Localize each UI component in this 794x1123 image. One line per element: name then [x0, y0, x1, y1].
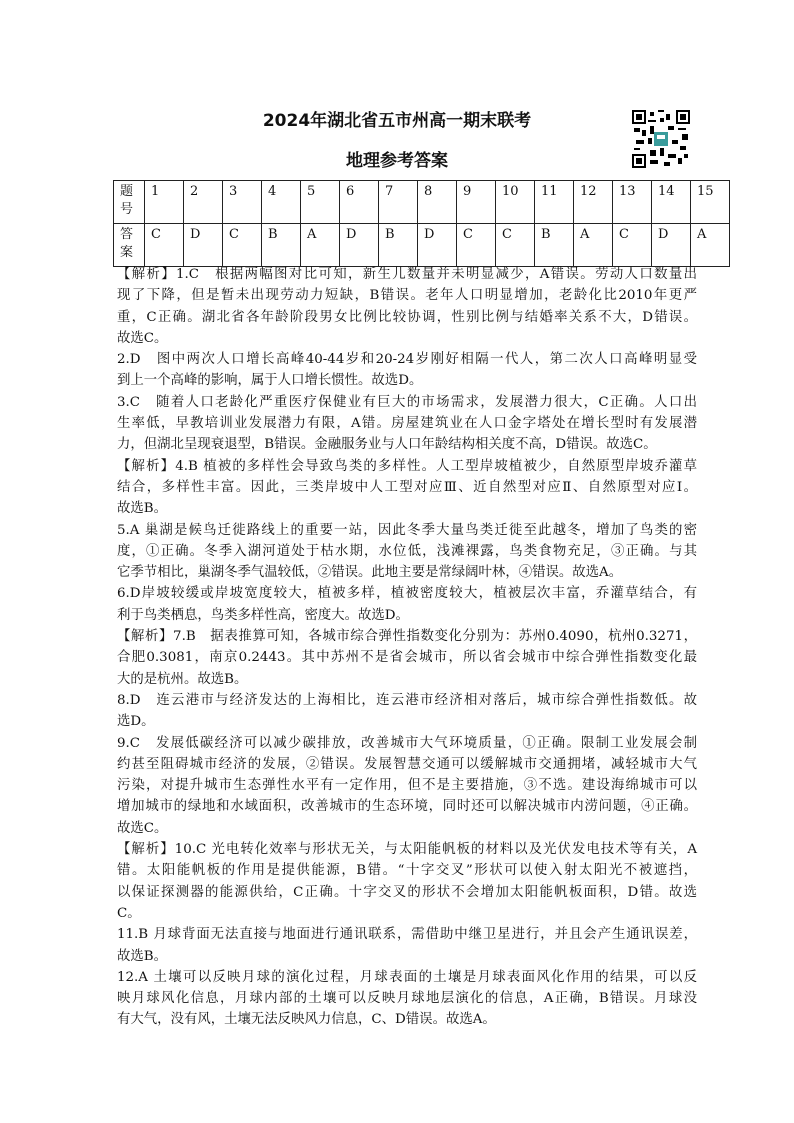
explanation-line: C。 [117, 905, 141, 921]
question-number-cell: 13 [613, 181, 652, 224]
answer-cell: D [340, 224, 379, 267]
answer-cell: A [301, 224, 340, 267]
explanation-line: 利于鸟类栖息，鸟类多样性高，密度大。故选D。 [117, 607, 409, 623]
explanation-paragraph [117, 690, 697, 733]
qr-code-icon [632, 110, 690, 168]
explanation-paragraph [117, 349, 697, 392]
question-number-cell: 11 [535, 181, 574, 224]
answer-cell: C [223, 224, 262, 267]
answer-cell: A [691, 224, 730, 267]
explanation-line: 故选B。 [117, 948, 168, 964]
question-number-cell: 12 [574, 181, 613, 224]
explanation-paragraph [117, 924, 697, 967]
explanation-line: 生率低，早教培训业发展潜力有限，A错。房屋建筑业在人口金字塔处在增长型时有发展潜 [117, 416, 697, 432]
question-number-cell: 7 [379, 181, 418, 224]
explanation-line: 11.B 月球背面无法直接与地面进行通讯联系，需借助中继卫星进行，并且会产生通讯误差， [117, 927, 697, 943]
explanation-paragraph [117, 264, 697, 349]
explanation-line: 选D。 [117, 714, 155, 730]
document-title: 2024年湖北省五市州高一期末联考 [262, 111, 532, 131]
explanation-line: 6.D岸坡较缓或岸坡宽度较大，植被多样，植被密度较大，植被层次丰富，乔灌草结合，有 [117, 586, 697, 602]
explanation-line: 映月球风化信息，月球内部的土壤可以反映月球地层演化的信息，A正确，B错误。月球没 [117, 991, 697, 1007]
question-number-cell: 6 [340, 181, 379, 224]
explanation-line: 3.C 随着人口老龄化严重医疗保健业有巨大的市场需求，发展潜力很大，C正确。人口出 [117, 394, 697, 410]
explanation-paragraph [117, 733, 697, 839]
row-header-answer: 答案 [114, 224, 145, 267]
explanation-line: 【解析】4.B 植被的多样性会导致鸟类的多样性。人工型岸坡植被少，自然原型岸坡乔灌草 [117, 458, 697, 474]
explanation-paragraph [117, 583, 697, 626]
explanation-paragraph [117, 456, 697, 520]
explanation-line: 故选C。 [117, 820, 168, 836]
question-number-cell: 9 [457, 181, 496, 224]
explanation-line: 污染，对提升城市生态弹性水平有一定作用，但不是主要措施，③不选。建设海绵城市可以 [117, 778, 697, 794]
explanation-line: 以保证探测器的能源供给，C正确。十字交叉的形状不会增加太阳能帆板面积，D错。故选 [117, 884, 697, 900]
explanation-line: 它季节相比，巢湖冬季气温较低，②错误。此地主要是常绿阔叶林，④错误。故选A。 [117, 565, 623, 581]
question-number-cell: 1 [145, 181, 184, 224]
explanation-paragraph [117, 392, 697, 456]
row-header-question-number: 题号 [114, 181, 145, 224]
explanation-line: 5.A 巢湖是候鸟迁徙路线上的重要一站，因此冬季大量鸟类迁徙至此越冬，增加了鸟类的密 [117, 522, 697, 538]
question-number-cell: 10 [496, 181, 535, 224]
answer-row [114, 224, 730, 267]
answer-cell: D [184, 224, 223, 267]
explanation-line: 结合，多样性丰富。因此，三类岸坡中人工型对应Ⅲ、近自然型对应Ⅱ、自然原型对应Ⅰ。 [117, 479, 697, 495]
question-number-row [114, 181, 730, 224]
answer-cell: C [613, 224, 652, 267]
question-number-cell: 15 [691, 181, 730, 224]
explanation-line: 8.D 连云港市与经济发达的上海相比，连云港市经济相对落后，城市综合弹性指数低。故 [117, 692, 697, 708]
explanation-line: 2.D 图中两次人口增长高峰40-44岁和20-24岁刚好相隔一代人，第二次人口高峰明显受 [117, 352, 697, 368]
document-subtitle: 地理参考答案 [346, 151, 448, 171]
explanation-line: 度，①正确。冬季入湖河道处于枯水期，水位低，浅滩裸露，鸟类食物充足，③正确。与其 [117, 543, 697, 559]
question-number-cell: 2 [184, 181, 223, 224]
explanation-line: 有大气，没有风，土壤无法反映风力信息，C、D错误。故选A。 [117, 1012, 496, 1028]
explanation-paragraph [117, 839, 697, 924]
answer-cell: B [262, 224, 301, 267]
question-number-cell: 14 [652, 181, 691, 224]
explanations [117, 264, 697, 1031]
explanation-line: 【解析】10.C 光电转化效率与形状无关，与太阳能帆板的材料以及光伏发电技术等有关，A [117, 842, 697, 858]
explanation-line: 增加城市的绿地和水域面积，改善城市的生态环境，同时还可以解决城市内涝问题，④正确。 [117, 799, 697, 815]
explanation-line: 12.A 土壤可以反映月球的演化过程，月球表面的土壤是月球表面风化作用的结果，可以反 [117, 969, 697, 985]
answer-cell: B [379, 224, 418, 267]
explanation-line: 大的是杭州。故选B。 [117, 671, 248, 687]
answer-cell: D [652, 224, 691, 267]
answer-cell: B [535, 224, 574, 267]
explanation-line: 约甚至阻碍城市经济的发展，②错误。发展智慧交通可以缓解城市交通拥堵，减轻城市大气 [117, 756, 697, 772]
answer-cell: C [496, 224, 535, 267]
explanation-paragraph [117, 626, 697, 690]
answer-cell: C [457, 224, 496, 267]
explanation-line: 故选C。 [117, 330, 168, 346]
explanation-line: 故选B。 [117, 501, 168, 517]
explanation-line: 现了下降，但是暂未出现劳动力短缺，B错误。老年人口明显增加，老龄化比2010年更严 [117, 288, 697, 304]
explanation-line: 合肥0.3081，南京0.2443。其中苏州不是省会城市，所以省会城市中综合弹性指数变化最 [117, 650, 697, 666]
explanation-line: 重，C正确。湖北省各年龄阶段男女比例比较协调，性别比例与结婚率关系不大，D错误。 [117, 309, 697, 325]
explanation-line: 错。太阳能帆板的作用是提供能源，B错。“十字交叉”形状可以使入射太阳光不被遮挡， [117, 863, 697, 879]
explanation-paragraph [117, 967, 697, 1031]
answer-table [113, 180, 730, 267]
question-number-cell: 3 [223, 181, 262, 224]
explanation-line: 【解析】1.C 根据两幅图对比可知，新生儿数量并未明显减少，A错误。劳动人口数量出 [117, 267, 697, 282]
answer-cell: C [145, 224, 184, 267]
question-number-cell: 8 [418, 181, 457, 224]
question-number-cell: 4 [262, 181, 301, 224]
explanation-line: 9.C 发展低碳经济可以减少碳排放，改善城市大气环境质量，①正确。限制工业发展会制 [117, 735, 697, 751]
explanation-line: 到上一个高峰的影响，属于人口增长惯性。故选D。 [117, 373, 423, 389]
explanation-line: 【解析】7.B 据表推算可知，各城市综合弹性指数变化分别为：苏州0.4090，杭州0.3271， [117, 629, 697, 645]
question-number-cell: 5 [301, 181, 340, 224]
explanation-paragraph [117, 520, 697, 584]
answer-cell: D [418, 224, 457, 267]
answer-cell: A [574, 224, 613, 267]
explanation-line: 力，但湖北呈现衰退型，B错误。金融服务业与人口年龄结构相关度不高，D错误。故选C。 [117, 437, 657, 453]
